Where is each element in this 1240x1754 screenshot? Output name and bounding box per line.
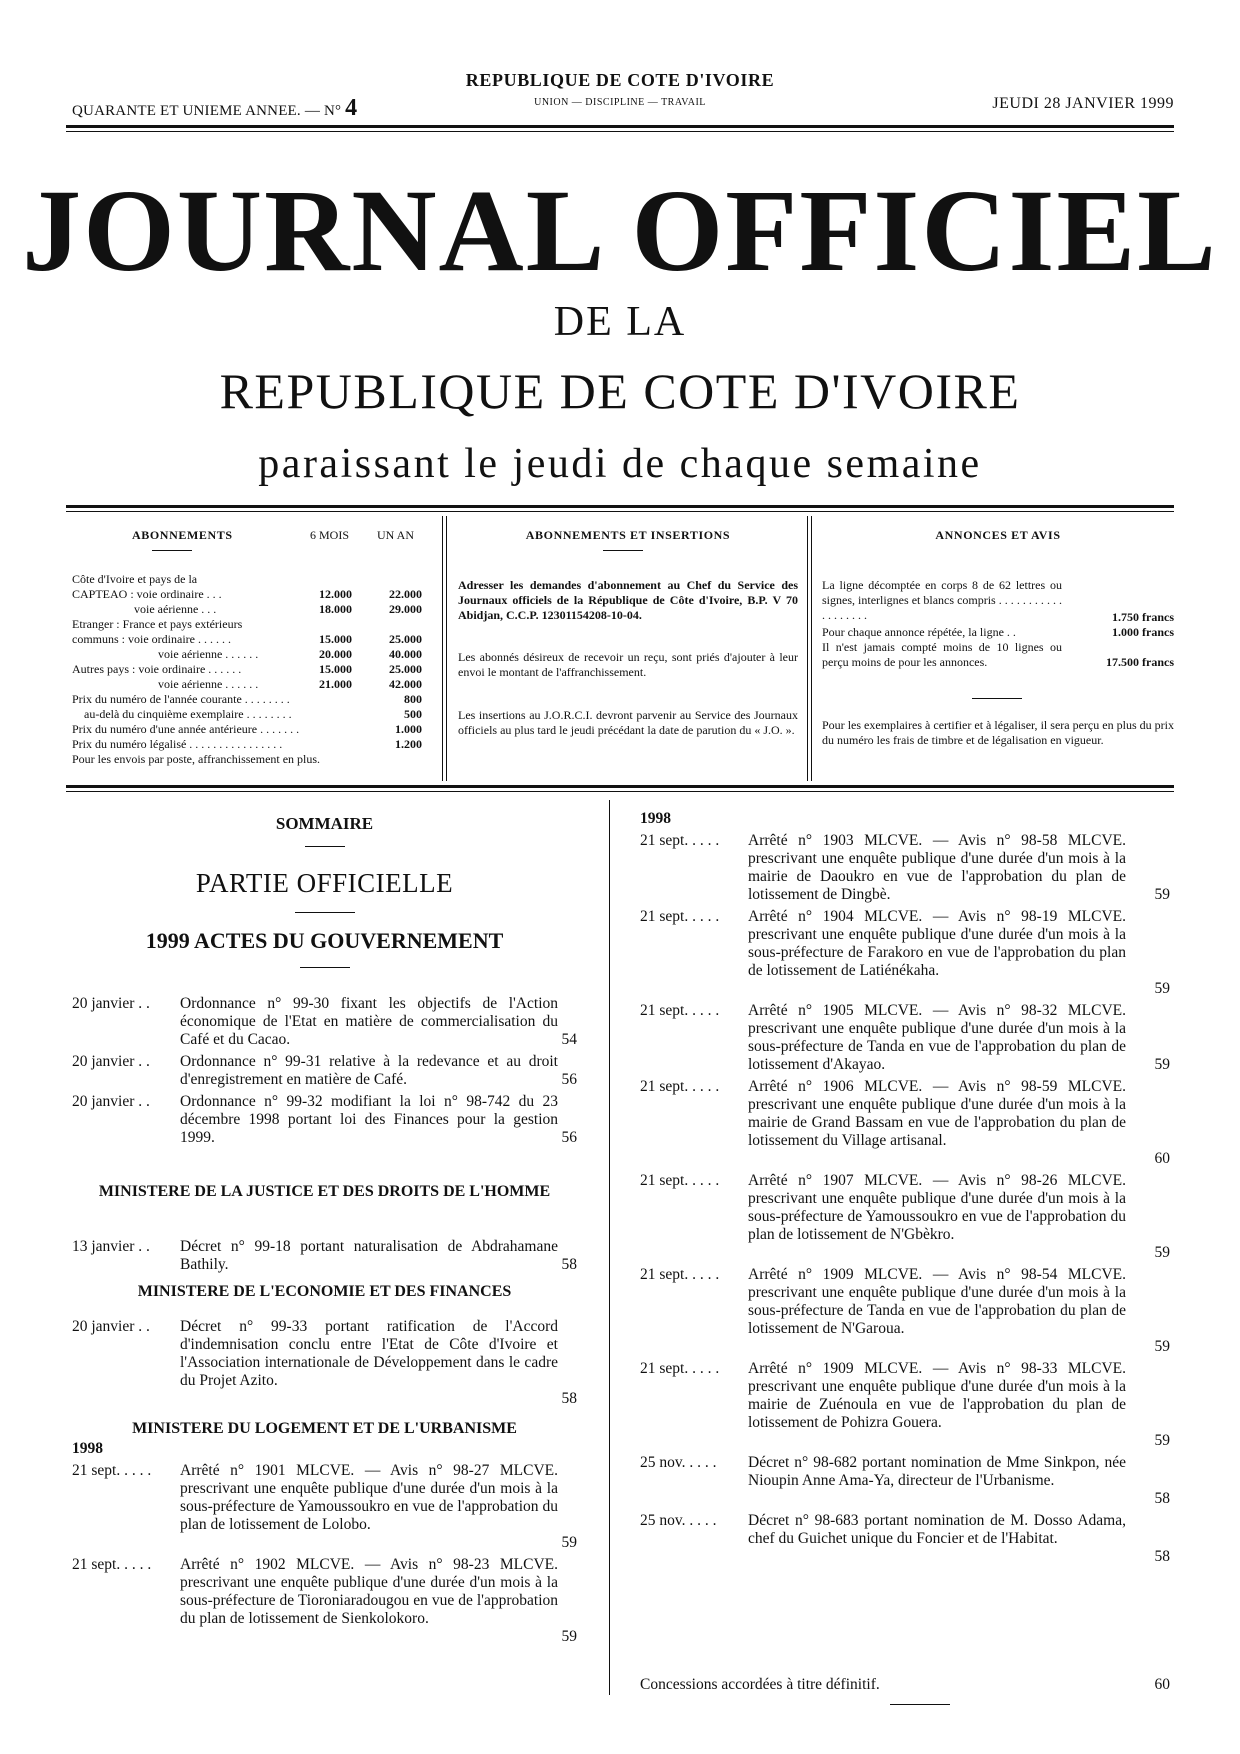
actes-gouvernement-heading: 1999 ACTES DU GOUVERNEMENT: [145, 928, 504, 953]
entry-page-number: 59: [561, 1628, 577, 1645]
entry-date: 21 sept. . . . .: [640, 1002, 720, 1019]
price-un-an: 40.000: [389, 647, 422, 661]
entry-date: 20 janvier . .: [72, 995, 150, 1012]
entry-page-number: 59: [1154, 1338, 1170, 1355]
entry-page-number: 54: [561, 1031, 577, 1048]
insertions-deadline-note: Les insertions au J.O.R.C.I. devront parvenir au Service des Journaux officiels au plus tard le jeudi précédant la date de parution du « J.O. ».: [458, 708, 798, 737]
entry-date: 20 janvier . .: [72, 1318, 150, 1335]
entry-page-number: 60: [1154, 1150, 1170, 1167]
header-motto: UNION — DISCIPLINE — TRAVAIL: [534, 97, 706, 108]
entry-page-number: 59: [1154, 1244, 1170, 1261]
entry-text: Ordonnance n° 99-30 fixant les objectifs de l'Action économique de l'Etat en matière de commercialisation du Café et du Cacao.: [180, 995, 558, 1048]
header-center: [380, 70, 860, 108]
annonces-line-rate: La ligne décomptée en corps 8 de 62 lettres ou signes, interlignes et blancs compris . . . . . . . . . . . . . . . . . . .: [822, 578, 1062, 622]
entry-date: 21 sept. . . . .: [640, 1078, 720, 1095]
entry-page-number: 59: [561, 1534, 577, 1551]
masthead-de-la: DE LA: [553, 299, 687, 345]
entry-date: 20 janvier . .: [72, 1053, 150, 1070]
annonces-box: [822, 520, 1174, 780]
annonces-repeat-label: Pour chaque annonce répétée, la ligne . .: [822, 625, 1016, 639]
annonces-legalisation-note: Pour les exemplaires à certifier et à légaliser, il sera perçu en plus du prix du numéro les frais de timbre et de légalisation en vigueur.: [822, 718, 1174, 747]
year-1998-right: 1998: [640, 810, 671, 827]
entry-date: 21 sept. . . . .: [72, 1556, 152, 1573]
abonnement-row-label: CAPTEAO : voie ordinaire . . .: [72, 587, 222, 601]
entry-page-number: 59: [1154, 1432, 1170, 1449]
abonnement-row-label: communs : voie ordinaire . . . . . .: [72, 632, 231, 646]
masthead-frequency: paraissant le jeudi de chaque semaine: [258, 441, 982, 487]
ministere-economie-heading: MINISTERE DE L'ECONOMIE ET DES FINANCES: [137, 1283, 512, 1300]
entry-page-number: 58: [1154, 1490, 1170, 1507]
col-6-mois: 6 MOIS: [310, 528, 350, 542]
entry-page-number: 59: [1154, 1056, 1170, 1073]
entry-page-number: 58: [1154, 1548, 1170, 1565]
entry-text: Arrêté n° 1905 MLCVE. — Avis n° 98-32 MLCVE. prescrivant une enquête publique d'une durée d'un mois à la sous-préfecture de Tanda en vue de l'approbation du plan de lotissement d'Akayao.: [748, 1002, 1126, 1073]
annonces-minimum-label: Il n'est jamais compté moins de 10 lignes ou perçu moins de pour les annonces.: [822, 640, 1062, 669]
box-divider-1: [442, 516, 443, 781]
header-rule: [66, 125, 1174, 128]
price-6-mois: 21.000: [319, 677, 352, 691]
insertions-box: [458, 520, 798, 780]
year-1998-left: 1998: [72, 1440, 103, 1457]
edition-line: [72, 95, 357, 122]
entry-date: 13 janvier . .: [72, 1238, 150, 1255]
box-divider-2: [807, 516, 808, 781]
ministere-justice-heading: MINISTERE DE LA JUSTICE ET DES DROITS DE L'HOMME: [98, 1183, 551, 1200]
concessions-page: 60: [1154, 1676, 1170, 1693]
abonnement-row-label: Prix du numéro d'une année antérieure . . . . . . .: [72, 722, 300, 736]
box-divider-1b: [446, 516, 447, 781]
entry-page-number: 59: [1154, 886, 1170, 903]
masthead-rule: [66, 505, 1174, 508]
entry-page-number: 56: [561, 1071, 577, 1088]
annonces-price-line: 1.750 francs: [1112, 610, 1174, 624]
entry-text: Arrêté n° 1903 MLCVE. — Avis n° 98-58 MLCVE. prescrivant une enquête publique d'une durée d'un mois à la mairie de Daoukro en vue de l'approbation du plan de lotissement de Dingbè.: [748, 832, 1126, 903]
edition-label: QUARANTE ET UNIEME ANNEE. — N°: [72, 103, 342, 119]
abonnement-row-label: au-delà du cinquième exemplaire . . . . . . . .: [84, 707, 292, 721]
price-6-mois: 18.000: [319, 602, 352, 616]
entry-date: 21 sept. . . . .: [640, 1266, 720, 1283]
entry-date: 21 sept. . . . .: [640, 832, 720, 849]
entry-date: 20 janvier . .: [72, 1093, 150, 1110]
price-6-mois: 15.000: [319, 632, 352, 646]
entry-page-number: 59: [1154, 980, 1170, 997]
abonnements-title: ABONNEMENTS: [132, 528, 233, 542]
price-un-an: 1.200: [395, 737, 422, 751]
entry-page-number: 56: [561, 1129, 577, 1146]
entry-text: Arrêté n° 1906 MLCVE. — Avis n° 98-59 MLCVE. prescrivant une enquête publique d'une durée d'un mois à la mairie de Grand Bassam en vue de l'approbation du plan de lotissement du Village artisanal.: [748, 1078, 1126, 1149]
annonces-title: ANNONCES ET AVIS: [935, 528, 1061, 542]
abonnement-row-label: Prix du numéro légalisé . . . . . . . . . . . . . . . .: [72, 737, 283, 751]
abonnement-row-label: voie aérienne . . . . . .: [158, 647, 259, 661]
entry-text: Arrêté n° 1909 MLCVE. — Avis n° 98-54 MLCVE. prescrivant une enquête publique d'une durée d'un mois à la sous-préfecture de Tanda en vue de l'approbation du plan de lotissement de N'Garoua.: [748, 1266, 1126, 1337]
abonnement-row-label: voie aérienne . . .: [134, 602, 217, 616]
abonnement-row-label: Prix du numéro de l'année courante . . . . . . . .: [72, 692, 290, 706]
entry-date: 25 nov. . . . .: [640, 1512, 717, 1529]
entry-text: Arrêté n° 1909 MLCVE. — Avis n° 98-33 MLCVE. prescrivant une enquête publique d'une durée d'un mois à la mairie de Zuénoula en vue de l'approbation du plan de lotissement de Pohizra Gouera.: [748, 1360, 1126, 1431]
price-un-an: 800: [404, 692, 422, 706]
price-un-an: 25.000: [389, 632, 422, 646]
masthead-rule-thin: [66, 511, 1174, 512]
entry-text: Ordonnance n° 99-32 modifiant la loi n° 98-742 du 23 décembre 1998 portant loi des Finances pour la gestion 1999.: [180, 1093, 558, 1146]
abonnement-row-label: Pour les envois par poste, affranchissement en plus.: [72, 752, 321, 766]
boxes-bottom-rule: [66, 785, 1174, 788]
price-un-an: 1.000: [395, 722, 422, 736]
entry-date: 21 sept. . . . .: [640, 908, 720, 925]
price-un-an: 22.000: [389, 587, 422, 601]
price-un-an: 500: [404, 707, 422, 721]
entry-text: Arrêté n° 1907 MLCVE. — Avis n° 98-26 MLCVE. prescrivant une enquête publique d'une durée d'un mois à la sous-préfecture de Yamoussoukro en vue de l'approbation du plan de lotissement de N'Gbèkro.: [748, 1172, 1126, 1243]
header-rule-thin: [66, 131, 1174, 132]
price-6-mois: 12.000: [319, 587, 352, 601]
price-6-mois: 15.000: [319, 662, 352, 676]
header-country: REPUBLIQUE DE COTE D'IVOIRE: [465, 70, 775, 90]
entry-date: 21 sept. . . . .: [72, 1462, 152, 1479]
abonnement-row-label: voie aérienne . . . . . .: [158, 677, 259, 691]
annonces-price-minimum: 17.500 francs: [1106, 655, 1174, 669]
abonnement-row-label: Etranger : France et pays extérieurs: [72, 617, 243, 631]
insertions-address: Adresser les demandes d'abonnement au Chef du Service des Journaux officiels de la République de Côte d'Ivoire, B.P. V 70 Abidjan, C.C.P. 12301154208-10-04.: [458, 578, 798, 622]
price-un-an: 29.000: [389, 602, 422, 616]
entry-date: 25 nov. . . . .: [640, 1454, 717, 1471]
box-divider-2b: [811, 516, 812, 781]
entry-page-number: 58: [561, 1390, 577, 1407]
masthead-title: JOURNAL OFFICIEL: [22, 165, 1218, 296]
issue-number: 4: [345, 95, 358, 121]
entry-text: Décret n° 98-683 portant nomination de M. Dosso Adama, chef du Guichet unique du Foncier et de l'Habitat.: [748, 1512, 1126, 1547]
entry-text: Arrêté n° 1902 MLCVE. — Avis n° 98-23 MLCVE. prescrivant une enquête publique d'une durée d'un mois à la sous-préfecture de Tioroniaradougou en vue de l'approbation du plan de lotissement de Sienkolokoro.: [180, 1556, 558, 1627]
price-un-an: 25.000: [389, 662, 422, 676]
partie-officielle-heading: PARTIE OFFICIELLE: [195, 868, 454, 898]
entry-date: 21 sept. . . . .: [640, 1360, 720, 1377]
entry-date: 21 sept. . . . .: [640, 1172, 720, 1189]
concessions-entry: Concessions accordées à titre définitif.: [640, 1676, 880, 1693]
entry-text: Décret n° 99-18 portant naturalisation de Abdrahamane Bathily.: [180, 1238, 558, 1273]
entry-page-number: 58: [561, 1256, 577, 1273]
abonnements-box: [72, 520, 432, 780]
boxes-bottom-rule-thin: [66, 791, 1174, 792]
entry-text: Décret n° 99-33 portant ratification de l'Accord d'indemnisation conclu entre l'Etat de Côte d'Ivoire et l'Association internationale de Développement dans le cadre du Projet Azito.: [180, 1318, 558, 1389]
insertions-receipt-note: Les abonnés désireux de recevoir un reçu, sont priés d'ajouter à leur envoi le montant de l'affranchissement.: [458, 650, 798, 679]
entry-text: Arrêté n° 1901 MLCVE. — Avis n° 98-27 MLCVE. prescrivant une enquête publique d'une durée d'un mois à la sous-préfecture de Yamoussoukro en vue de l'approbation du plan de lotissement de Lolobo.: [180, 1462, 558, 1533]
entry-text: Ordonnance n° 99-31 relative à la redevance et au droit d'enregistrement en matière de Café.: [180, 1053, 558, 1088]
sommaire-title: SOMMAIRE: [275, 814, 374, 833]
col-un-an: UN AN: [377, 528, 415, 542]
ministere-logement-heading: MINISTERE DU LOGEMENT ET DE L'URBANISME: [132, 1420, 517, 1437]
insertions-title: ABONNEMENTS ET INSERTIONS: [525, 528, 731, 542]
abonnement-row-label: Autres pays : voie ordinaire . . . . . .: [72, 662, 242, 676]
masthead-republique: REPUBLIQUE DE COTE D'IVOIRE: [219, 363, 1021, 419]
abonnement-row-label: Côte d'Ivoire et pays de la: [72, 572, 198, 586]
annonces-price-repeat: 1.000 francs: [1112, 625, 1174, 639]
issue-date: JEUDI 28 JANVIER 1999: [992, 95, 1174, 112]
price-6-mois: 20.000: [319, 647, 352, 661]
entry-text: Arrêté n° 1904 MLCVE. — Avis n° 98-19 MLCVE. prescrivant une enquête publique d'une durée d'un mois à la sous-préfecture de Farakoro en vue de l'approbation du plan de lotissement de Latiénékaha.: [748, 908, 1126, 979]
entry-text: Décret n° 98-682 portant nomination de Mme Sinkpon, née Nioupin Anne Ama-Ya, directeur de l'Urbanisme.: [748, 1454, 1126, 1489]
price-un-an: 42.000: [389, 677, 422, 691]
column-divider: [609, 800, 610, 1695]
